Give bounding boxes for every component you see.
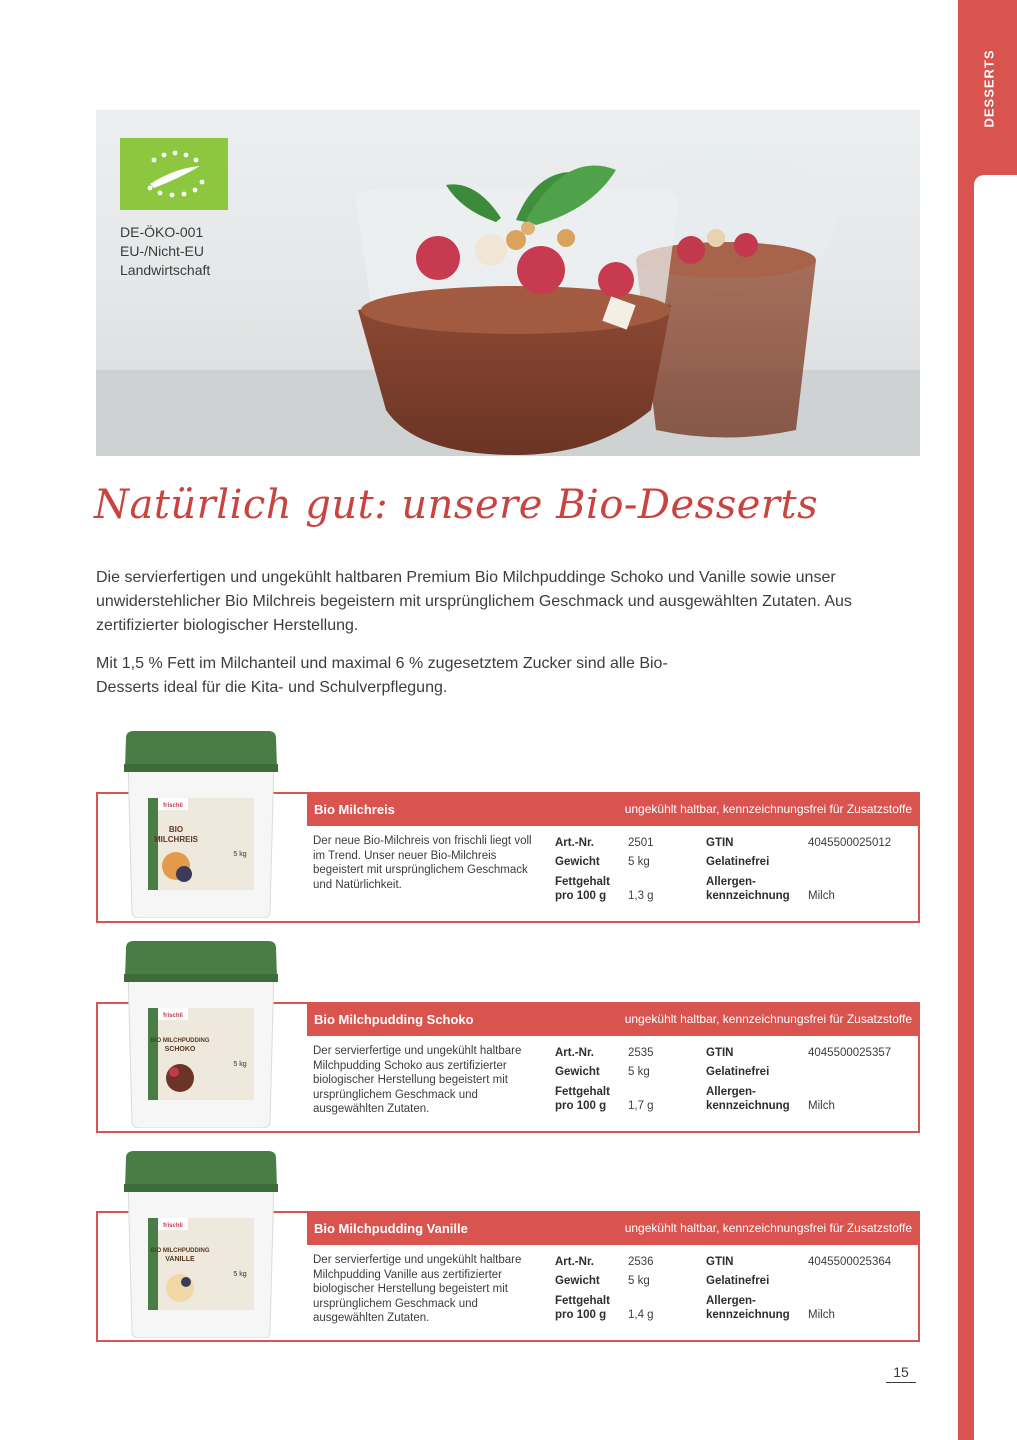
intro-paragraph-2: Mit 1,5 % Fett im Milchanteil und maximal 6 % zugesetztem Zucker sind alle Bio-Desserts ideal für die Kita- und Schulverpflegung. [96,655,668,696]
label-gewicht: Gewicht [555,1066,600,1078]
label-gtin: GTIN [706,1047,734,1059]
label-allergen-2: kennzeichnung [706,890,790,902]
label-gewicht: Gewicht [555,1275,600,1287]
product-name: Bio Milchpudding Vanille [314,1220,468,1236]
value-gewicht: 5 kg [628,1066,650,1078]
section-tab-label: DESSERTS [981,48,997,128]
label-fett-1: Fettgehalt [555,1295,610,1307]
bucket-weight: 5 kg [233,851,247,858]
product-tagline: ungekühlt haltbar, kennzeichnungsfrei für Zusatzstoffe [624,1221,912,1235]
label-allergen-1: Allergen- [706,1295,756,1307]
label-fett-2: pro 100 g [555,1309,607,1321]
value-allergen: Milch [808,1309,835,1321]
hero-image [96,110,920,456]
product-description: Der neue Bio-Milchreis von frischli liegt voll im Trend. Unser neuer Bio-Milchreis begeistert mit ursprünglichem Geschmack und Natürlichkeit. [313,835,532,891]
page-headline: Natürlich gut: unsere Bio-Desserts [94,482,819,528]
label-fett-2: pro 100 g [555,890,607,902]
bucket-line-1: BIO MILCHPUDDING [150,1038,210,1044]
product-bucket-schoko [124,938,278,1128]
label-artnr: Art.-Nr. [555,837,594,849]
product-header [307,1002,920,1036]
label-gewicht: Gewicht [555,856,600,868]
bucket-line-2: MILCHREIS [154,835,198,844]
label-fett-1: Fettgehalt [555,1086,610,1098]
bucket-line-1: BIO MILCHPUDDING [150,1248,210,1254]
side-tab-cutout [974,175,1017,1440]
product-bucket-vanille [124,1148,278,1338]
product-header [307,1211,920,1245]
product-header [307,792,920,826]
eu-organic-logo [120,138,228,210]
label-gtin: GTIN [706,1256,734,1268]
label-allergen-2: kennzeichnung [706,1100,790,1112]
eco-control-code: DE-ÖKO-001 EU-/Nicht-EU Landwirtschaft [120,224,211,278]
product-bucket-milchreis [124,728,278,918]
bucket-brand: frischli [163,803,183,809]
label-gelatinefrei: Gelatinefrei [706,1275,770,1287]
product-tagline: ungekühlt haltbar, kennzeichnungsfrei für Zusatzstoffe [624,802,912,816]
bucket-weight: 5 kg [233,1061,247,1068]
product-name: Bio Milchreis [314,801,395,817]
value-fett: 1,7 g [628,1100,654,1112]
page-number: 15 [886,1364,916,1383]
bucket-line-2: VANILLE [165,1256,195,1263]
label-gtin: GTIN [706,837,734,849]
label-gelatinefrei: Gelatinefrei [706,856,770,868]
bucket-weight: 5 kg [233,1271,247,1278]
value-gewicht: 5 kg [628,856,650,868]
product-description: Der servierfertige und ungekühlt haltbare Milchpudding Vanille aus zertifizierter biologischer Herstellung begeistert mit ursprünglichem Geschmack und ausgewählten Zutaten. [313,1254,522,1325]
eu-organic-leaf-icon [120,138,228,210]
label-fett-1: Fettgehalt [555,876,610,888]
product-description: Der servierfertige und ungekühlt haltbare Milchpudding Schoko aus zertifizierter biologischer Herstellung begeistert mit ursprünglichem Geschmack und ausgewählten Zutaten. [313,1045,522,1116]
value-gtin: 4045500025357 [808,1047,892,1059]
label-artnr: Art.-Nr. [555,1047,594,1059]
value-allergen: Milch [808,1100,835,1112]
value-artnr: 2535 [628,1047,654,1059]
value-artnr: 2501 [628,837,654,849]
label-gelatinefrei: Gelatinefrei [706,1066,770,1078]
value-fett: 1,3 g [628,890,654,902]
value-fett: 1,4 g [628,1309,654,1321]
label-allergen-1: Allergen- [706,876,756,888]
bucket-line-1: BIO [168,825,184,834]
label-artnr: Art.-Nr. [555,1256,594,1268]
label-allergen-1: Allergen- [706,1086,756,1098]
label-fett-2: pro 100 g [555,1100,607,1112]
bucket-brand: frischli [163,1013,183,1019]
label-allergen-2: kennzeichnung [706,1309,790,1321]
product-name: Bio Milchpudding Schoko [314,1011,474,1027]
intro-paragraph-1: Die servierfertigen und ungekühlt haltbaren Premium Bio Milchpuddinge Schoko und Vanille sowie unser unwiderstehlicher Bio Milchreis begeistern mit ursprünglichem Geschmack und ausgewählten Zutaten. Aus zertifizierter biologischer Herstellung. [96,569,852,634]
bucket-line-2: SCHOKO [164,1046,196,1053]
product-tagline: ungekühlt haltbar, kennzeichnungsfrei für Zusatzstoffe [624,1012,912,1026]
value-gtin: 4045500025364 [808,1256,892,1268]
value-gtin: 4045500025012 [808,837,892,849]
bucket-brand: frischli [163,1223,183,1229]
section-tab-desserts[interactable] [962,28,1016,148]
value-allergen: Milch [808,890,835,902]
value-gewicht: 5 kg [628,1275,650,1287]
value-artnr: 2536 [628,1256,654,1268]
